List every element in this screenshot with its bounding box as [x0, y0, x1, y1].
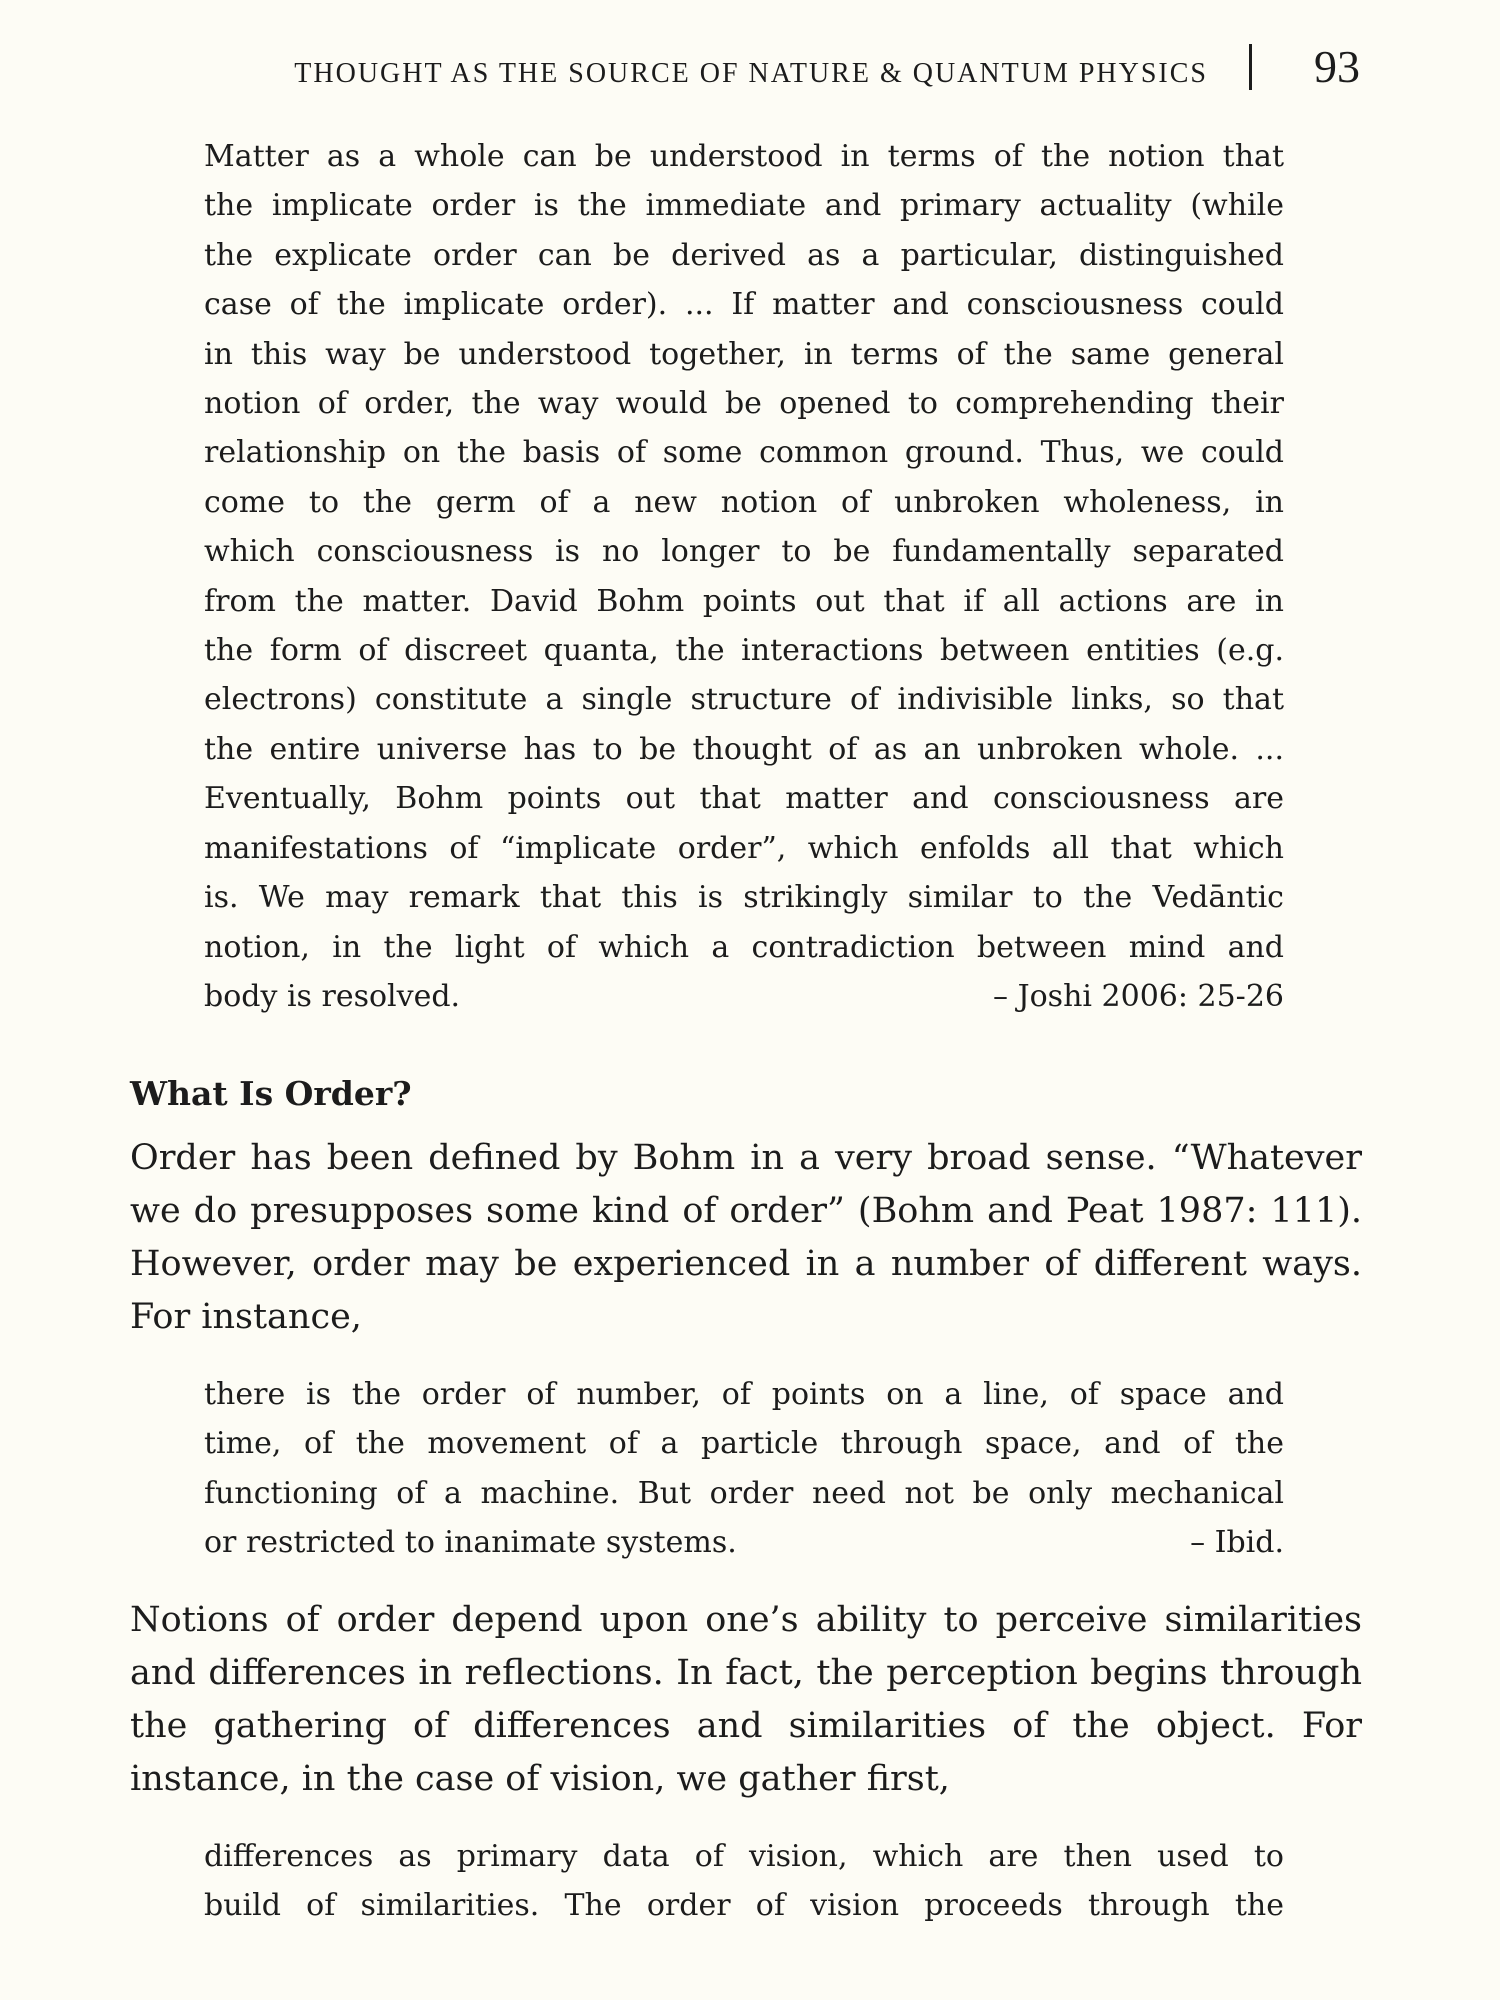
paragraph-line: instance, in the case of vision, we gather first,	[130, 1759, 950, 1799]
quote-line: there is the order of number, of points on a line, of space and	[204, 1377, 1284, 1412]
quote-line: relationship on the basis of some common ground. Thus, we could	[204, 435, 1284, 471]
quote-last-line	[204, 1518, 1284, 1567]
quote-line: Matter as a whole can be understood in terms of the notion that	[204, 139, 1284, 174]
paragraph-line: the gathering of differences and similarities of the object. For	[130, 1706, 1362, 1746]
running-title: THOUGHT AS THE SOURCE OF NATURE & QUANTUM PHYSICS	[294, 58, 1208, 89]
quote-line: come to the germ of a new notion of unbroken wholeness, in	[204, 484, 1284, 520]
section-heading: What Is Order?	[130, 1074, 412, 1113]
quote-line: the entire universe has to be thought of as an unbroken whole. ...	[204, 731, 1284, 767]
quote-line: which consciousness is no longer to be fundamentally separated	[204, 534, 1284, 570]
block-quote-vision	[204, 1832, 1284, 1931]
block-quote-ibid	[204, 1370, 1284, 1568]
quote-line: notion, in the light of which a contradiction between mind and	[204, 929, 1284, 965]
quote-line: differences as primary data of vision, which are then used to	[204, 1839, 1284, 1874]
page-number: 93	[1314, 41, 1360, 92]
quote-line: build of similarities. The order of vision proceeds through the	[204, 1888, 1284, 1924]
citation: – Joshi 2006: 25-26	[993, 978, 1284, 1014]
body-paragraph-order	[130, 1132, 1362, 1344]
quote-line: in this way be understood together, in terms of the same general	[204, 336, 1284, 372]
quote-line: the explicate order can be derived as a particular, distinguished	[204, 237, 1284, 273]
quote-line: the implicate order is the immediate and primary actuality (while	[204, 188, 1284, 224]
quote-line: body is resolved.	[204, 978, 461, 1014]
header-divider	[1249, 44, 1252, 90]
running-head	[178, 41, 1360, 94]
citation: – Ibid.	[1190, 1525, 1284, 1561]
quote-line: case of the implicate order). ... If matter and consciousness could	[204, 287, 1284, 323]
quote-line: or restricted to inanimate systems.	[204, 1525, 737, 1561]
quote-line: notion of order, the way would be opened to comprehending their	[204, 386, 1284, 422]
paragraph-line: Order has been defined by Bohm in a very broad sense. “Whatever	[130, 1138, 1362, 1178]
paragraph-line: Notions of order depend upon one’s ability to perceive similarities	[130, 1600, 1362, 1640]
quote-line: electrons) constitute a single structure of indivisible links, so that	[204, 682, 1284, 718]
quote-line: functioning of a machine. But order need not be only mechanical	[204, 1475, 1284, 1511]
quote-line: manifestations of “implicate order”, which enfolds all that which	[204, 830, 1284, 866]
quote-line: the form of discreet quanta, the interactions between entities (e.g.	[204, 633, 1284, 669]
paragraph-line: we do presupposes some kind of order” (Bohm and Peat 1987: 111).	[130, 1191, 1362, 1231]
paragraph-line: and differences in reflections. In fact, the perception begins through	[130, 1653, 1362, 1693]
quote-line: from the matter. David Bohm points out that if all actions are in	[204, 583, 1284, 619]
block-quote-joshi	[204, 132, 1284, 1021]
body-paragraph-notions	[130, 1594, 1362, 1806]
quote-line: time, of the movement of a particle through space, and of the	[204, 1426, 1284, 1462]
paragraph-line: However, order may be experienced in a number of different ways.	[130, 1244, 1362, 1284]
quote-line: Eventually, Bohm points out that matter and consciousness are	[204, 781, 1284, 817]
paragraph-line: For instance,	[130, 1297, 362, 1337]
quote-last-line	[204, 972, 1284, 1021]
quote-line: is. We may remark that this is strikingly similar to the Vedāntic	[204, 880, 1284, 916]
